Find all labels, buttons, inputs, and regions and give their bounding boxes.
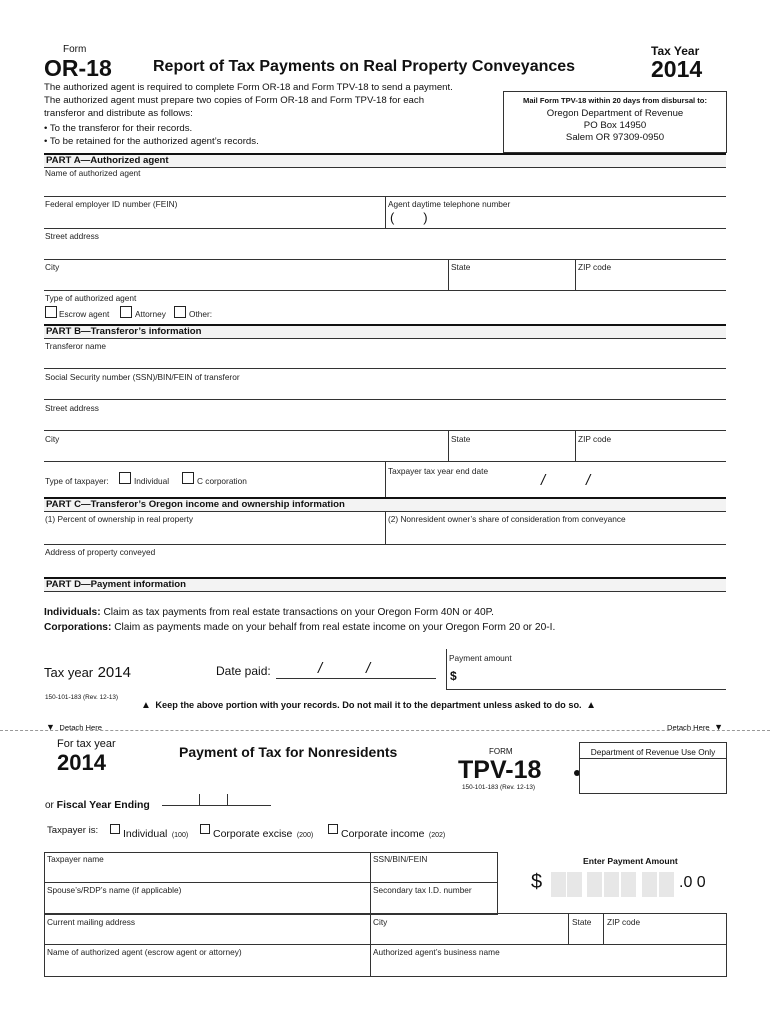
tax-year-label: Tax Year	[651, 44, 700, 58]
year-end-label: Taxpayer tax year end date	[388, 466, 489, 476]
ssn-field[interactable]	[44, 382, 726, 399]
divider	[44, 944, 726, 945]
c-corporation-checkbox[interactable]	[182, 472, 194, 484]
cut-line[interactable]	[0, 730, 770, 731]
voucher-ssn-field[interactable]	[371, 864, 495, 881]
agent-name-label: Name of authorized agent	[45, 168, 141, 178]
state-field[interactable]	[449, 272, 574, 290]
intro-line-2: The authorized agent must prepare two copies of Form OR-18 and Form TPV-18 for each	[44, 95, 425, 106]
transferor-city-field[interactable]	[44, 444, 447, 461]
voucher-taxpayer-name-label: Taxpayer name	[47, 854, 104, 864]
ownership-percent-label: (1) Percent of ownership in real property	[45, 514, 194, 524]
voucher-form-number: TPV-18	[458, 756, 542, 784]
corporate-excise-label: Corporate excise	[213, 828, 293, 840]
transferor-street-label: Street address	[45, 403, 99, 413]
city-label: City	[45, 262, 60, 272]
year-end-field[interactable]	[386, 476, 726, 496]
voucher-individual-option	[123, 824, 188, 842]
payment-cents: .0 0	[679, 874, 706, 891]
transferor-street-field[interactable]	[44, 413, 726, 430]
taxpayer-is-label: Taxpayer is:	[47, 825, 99, 836]
voucher-individual-label: Individual	[123, 828, 168, 840]
transferor-city-label: City	[45, 434, 60, 444]
property-address-label: Address of property conveyed	[45, 547, 156, 557]
voucher-year: 2014	[57, 750, 106, 775]
escrow-agent-label: Escrow agent	[59, 309, 110, 319]
detach-right-label: Detach Here	[667, 723, 710, 732]
intro-line-1: The authorized agent is required to complete Form OR-18 and Form TPV-18 to send a payment.	[44, 82, 453, 93]
c-corporation-label: C corporation	[197, 476, 247, 486]
transferor-state-label: State	[451, 434, 471, 444]
corporations-note	[44, 622, 555, 633]
voucher-state-label: State	[572, 917, 592, 927]
corporate-excise-option	[213, 824, 313, 842]
date-paid-slash-1: /	[318, 660, 323, 677]
detach-right	[667, 717, 723, 735]
ownership-percent-field[interactable]	[44, 524, 384, 544]
form-label: Form	[63, 44, 87, 55]
voucher-zip-field[interactable]	[604, 927, 724, 943]
corporate-excise-checkbox[interactable]	[200, 824, 210, 834]
owner-share-label: (2) Nonresident owner’s share of consideration from conveyance	[388, 514, 626, 524]
voucher-ssn-label: SSN/BIN/FEIN	[373, 854, 428, 864]
spouse-name-field[interactable]	[45, 895, 369, 912]
divider	[580, 758, 726, 759]
divider	[199, 794, 200, 805]
arrow-down-icon: ▼	[714, 722, 724, 732]
detach-left	[46, 717, 102, 735]
transferor-zip-label: ZIP code	[578, 434, 612, 444]
transferor-name-field[interactable]	[44, 351, 726, 368]
dept-use-label: Department of Revenue Use Only	[590, 747, 716, 757]
voucher-city-field[interactable]	[371, 927, 567, 943]
intro-bullet-1: • To the transferor for their records.	[44, 123, 193, 134]
divider	[44, 430, 726, 431]
footer-code: 150-101-183 (Rev. 12-13)	[45, 694, 119, 701]
secondary-id-field[interactable]	[371, 895, 495, 912]
payment-amount-dollar: $	[450, 669, 457, 683]
voucher-code: 150-101-183 (Rev. 12-13)	[462, 784, 536, 791]
divider	[227, 794, 228, 805]
attorney-checkbox[interactable]	[120, 306, 132, 318]
corporate-income-code: (202)	[428, 832, 446, 839]
keep-note-text: Keep the above portion with your records. Do not mail it to the department unless asked to do so.	[155, 700, 582, 710]
amount-digit-box	[659, 872, 674, 897]
escrow-agent-checkbox[interactable]	[45, 306, 57, 318]
street-field[interactable]	[44, 241, 726, 259]
divider	[385, 196, 386, 228]
individuals-note-text: Claim as tax payments from real estate transactions on your Oregon Form 40N or 40P.	[100, 607, 494, 618]
part-b-title: PART B—Transferor’s information	[46, 326, 202, 337]
attorney-label: Attorney	[135, 309, 166, 319]
amount-digit-box	[551, 872, 566, 897]
transferor-zip-field[interactable]	[576, 444, 726, 461]
page-title: Report of Tax Payments on Real Property Conveyances	[153, 58, 576, 75]
street-label: Street address	[45, 231, 99, 241]
mail-box-heading: Mail Form TPV-18 within 20 days from disbursal to:	[523, 96, 707, 105]
ssn-label: Social Security number (SSN)/BIN/FEIN of transferor	[45, 372, 240, 382]
divider	[44, 368, 726, 369]
fein-field[interactable]	[44, 209, 384, 228]
voucher-zip-label: ZIP code	[607, 917, 641, 927]
divider	[44, 544, 726, 545]
payment-dollar: $	[531, 871, 543, 893]
fein-label: Federal employer ID number (FEIN)	[45, 199, 178, 209]
voucher-for-tax-year: For tax year	[57, 738, 116, 750]
corporations-note-text: Claim as payments made on your behalf from real estate income on your Oregon Form 20 or 20-I.	[111, 622, 556, 633]
mailing-address-label: Current mailing address	[47, 917, 136, 927]
payment-amount-field[interactable]	[462, 666, 724, 688]
tax-year: 2014	[651, 56, 703, 82]
fiscal-year	[45, 795, 150, 813]
divider	[446, 649, 447, 689]
agent-business-field[interactable]	[371, 957, 724, 974]
year-end-slash-1: /	[541, 472, 546, 489]
phone-field[interactable]: ( )	[390, 210, 428, 225]
corporate-income-option	[341, 824, 445, 842]
amount-digit-box	[604, 872, 619, 897]
mail-box-line-3: Salem OR 97309-0950	[565, 132, 665, 143]
divider	[44, 399, 726, 400]
date-paid-field[interactable]	[276, 662, 436, 679]
voucher-title: Payment of Tax for Nonresidents	[179, 744, 398, 760]
zip-field[interactable]	[576, 272, 726, 290]
fiscal-year-field[interactable]	[162, 794, 271, 806]
part-d-title: PART D—Payment information	[46, 579, 187, 590]
fiscal-year-label: Fiscal Year Ending	[56, 799, 150, 811]
taxpayer-type-label: Type of taxpayer:	[45, 476, 109, 486]
amount-digit-box	[621, 872, 636, 897]
fiscal-prefix: or	[45, 800, 57, 811]
other-checkbox[interactable]	[174, 306, 186, 318]
detach-left-label: Detach Here	[59, 723, 103, 732]
arrow-up-icon: ▲	[141, 700, 151, 711]
spouse-name-label: Spouse’s/RDP’s name (if applicable)	[47, 885, 182, 895]
amount-digit-box	[567, 872, 582, 897]
intro-line-3: transferor and distribute as follows:	[44, 108, 193, 119]
part-d-tax-year	[44, 664, 131, 682]
mail-box-line-1: Oregon Department of Revenue	[546, 108, 684, 119]
voucher-form-label: FORM	[489, 747, 513, 756]
mail-box-line-2: PO Box 14950	[583, 120, 647, 131]
other-label: Other:	[189, 309, 213, 319]
intro-bullet-2: • To be retained for the authorized agent’s records.	[44, 136, 259, 147]
part-a-header	[44, 153, 726, 168]
divider	[44, 882, 497, 883]
amount-digit-box	[587, 872, 602, 897]
owner-share-field[interactable]	[386, 524, 726, 544]
agent-business-label: Authorized agent’s business name	[373, 947, 500, 957]
arrow-up-icon: ▲	[586, 700, 596, 711]
zip-label: ZIP code	[578, 262, 612, 272]
voucher-city-label: City	[373, 917, 388, 927]
divider	[44, 259, 726, 260]
part-b-header	[44, 324, 726, 339]
corporate-income-checkbox[interactable]	[328, 824, 338, 834]
individuals-note-label: Individuals:	[44, 607, 101, 618]
dept-use-box	[579, 742, 727, 794]
divider	[44, 290, 726, 291]
divider	[446, 689, 726, 690]
voucher-individual-code: (100)	[171, 832, 189, 839]
enter-payment-label: Enter Payment Amount	[583, 856, 678, 866]
amount-digit-box	[642, 872, 657, 897]
voucher-state-field[interactable]	[569, 927, 602, 943]
agent-type-label: Type of authorized agent	[45, 293, 137, 303]
transferor-state-field[interactable]	[449, 444, 574, 461]
part-c-title: PART C—Transferor’s Oregon income and ownership information	[46, 499, 345, 510]
voucher-taxpayer-name-field[interactable]	[45, 864, 369, 881]
secondary-id-label: Secondary tax I.D. number	[373, 885, 472, 895]
date-paid-slash-2: /	[366, 660, 371, 677]
part-a-title: PART A—Authorized agent	[46, 155, 169, 166]
agent-name-field[interactable]	[44, 178, 726, 196]
part-d-tax-year-label: Tax year	[44, 665, 94, 680]
voucher-individual-checkbox[interactable]	[110, 824, 120, 834]
divider	[44, 228, 726, 229]
mail-box	[503, 91, 727, 153]
phone-label: Agent daytime telephone number	[388, 199, 511, 209]
individual-checkbox[interactable]	[119, 472, 131, 484]
part-d-tax-year-value: 2014	[97, 664, 131, 681]
date-paid-label: Date paid:	[216, 664, 271, 678]
voucher-agent-name-label: Name of authorized agent (escrow agent or attorney)	[47, 947, 242, 957]
corporations-note-label: Corporations:	[44, 622, 112, 633]
part-d-header	[44, 577, 726, 592]
year-end-slash-2: /	[586, 472, 591, 489]
arrow-down-icon: ▼	[46, 722, 55, 732]
city-field[interactable]	[44, 272, 447, 290]
part-c-header	[44, 497, 726, 512]
corporate-income-label: Corporate income	[341, 828, 425, 840]
transferor-name-label: Transferor name	[45, 341, 107, 351]
state-label: State	[451, 262, 471, 272]
individual-label: Individual	[134, 476, 170, 486]
property-address-field[interactable]	[44, 557, 726, 577]
form-number: OR-18	[44, 55, 112, 81]
payment-amount-label: Payment amount	[449, 653, 512, 663]
voucher-agent-name-field[interactable]	[45, 957, 369, 974]
corporate-excise-code: (200)	[296, 832, 314, 839]
individuals-note	[44, 607, 494, 618]
mailing-address-field[interactable]	[45, 927, 369, 943]
keep-note	[141, 695, 596, 713]
